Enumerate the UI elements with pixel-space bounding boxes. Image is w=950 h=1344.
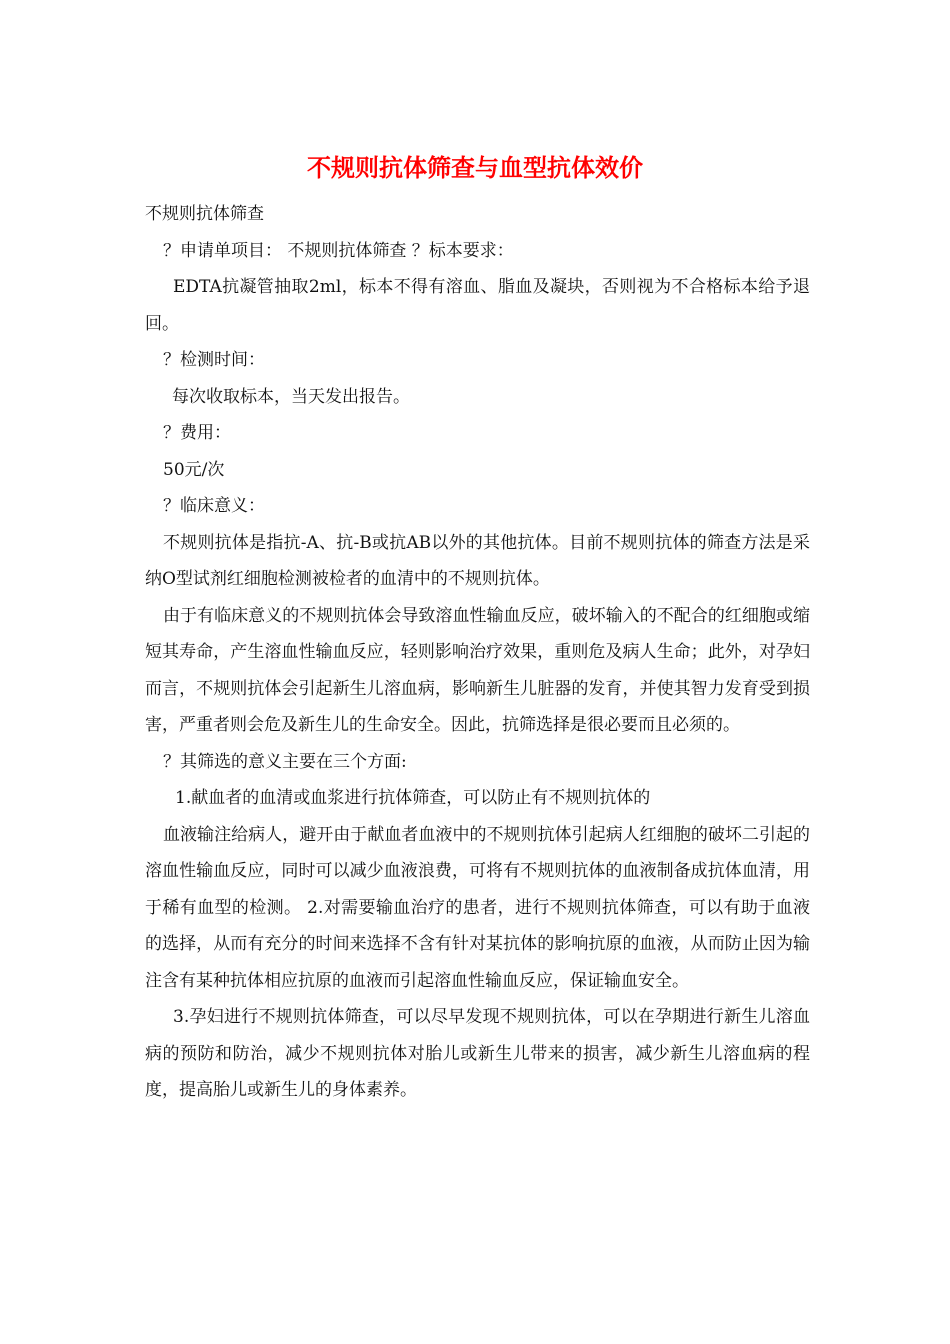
point-1-2-paragraph: 血液输注给病人，避开由于献血者血液中的不规则抗体引起病人红细胞的破坏二引起的溶血性输血反应，同时可以减少血液浪费，可将有不规则抗体的血液制备成抗体血清，用于稀有血型的检测。 2.对需要输血治疗的患者，进行不规则抗体筛查，可以有助于血液的选择，从而有充分的时间来选择不含有针对某抗体的影响抗原的血液，从而防止因为输注含有某种抗体相应抗原的血液而引起溶血性输血反应，保证输血安全。 xyxy=(145,824,810,991)
point-3-paragraph: 3.孕妇进行不规则抗体筛查，可以尽早发现不规则抗体，可以在孕期进行新生儿溶血病的预防和防治，减少不规则抗体对胎儿或新生儿带来的损害，减少新生儿溶血病的程度，提高胎儿或新生儿的身体素养。 xyxy=(145,1007,810,1100)
sample-requirement: EDTA抗凝管抽取2ml，标本不得有溶血、脂血及凝块，否则视为不合格标本给予退回。 xyxy=(145,277,810,334)
point-1-line: 1.献血者的血清或血浆进行抗体筛查，可以防止有不规则抗体的 xyxy=(175,788,651,808)
page-title: 不规则抗体筛查与血型抗体效价 xyxy=(307,154,643,182)
test-time-value: 每次收取标本，当天发出报告。 xyxy=(172,386,410,407)
fee-value: 50元/次 xyxy=(163,459,225,480)
fee-label: ？费用： xyxy=(163,423,231,443)
document-body xyxy=(145,196,810,1109)
clinical-paragraph-1: 不规则抗体是指抗-A、抗-B或抗AB以外的其他抗体。目前不规则抗体的筛查方法是采纳O型试剂红细胞检测被检者的血清中的不规则抗体。 xyxy=(145,532,810,589)
test-time-label: ？检测时间： xyxy=(163,350,265,370)
section-heading: 不规则抗体筛查 xyxy=(145,204,264,224)
clinical-paragraph-2: 由于有临床意义的不规则抗体会导致溶血性输血反应，破坏输入的不配合的红细胞或缩短其寿命，产生溶血性输血反应，轻则影响治疗效果，重则危及病人生命；此外，对孕妇而言，不规则抗体会引起新生儿溶血病，影响新生儿脏器的发育，并使其智力发育受到损害，严重者则会危及新生儿的生命安全。因此，抗筛选择是很必要而且必须的。 xyxy=(145,605,810,735)
significance-label: ？其筛选的意义主要在三个方面: xyxy=(163,751,407,772)
request-line: ？申请单项目： 不规则抗体筛查 ？标本要求： xyxy=(163,240,514,261)
clinical-significance-label: ？临床意义： xyxy=(163,496,265,516)
